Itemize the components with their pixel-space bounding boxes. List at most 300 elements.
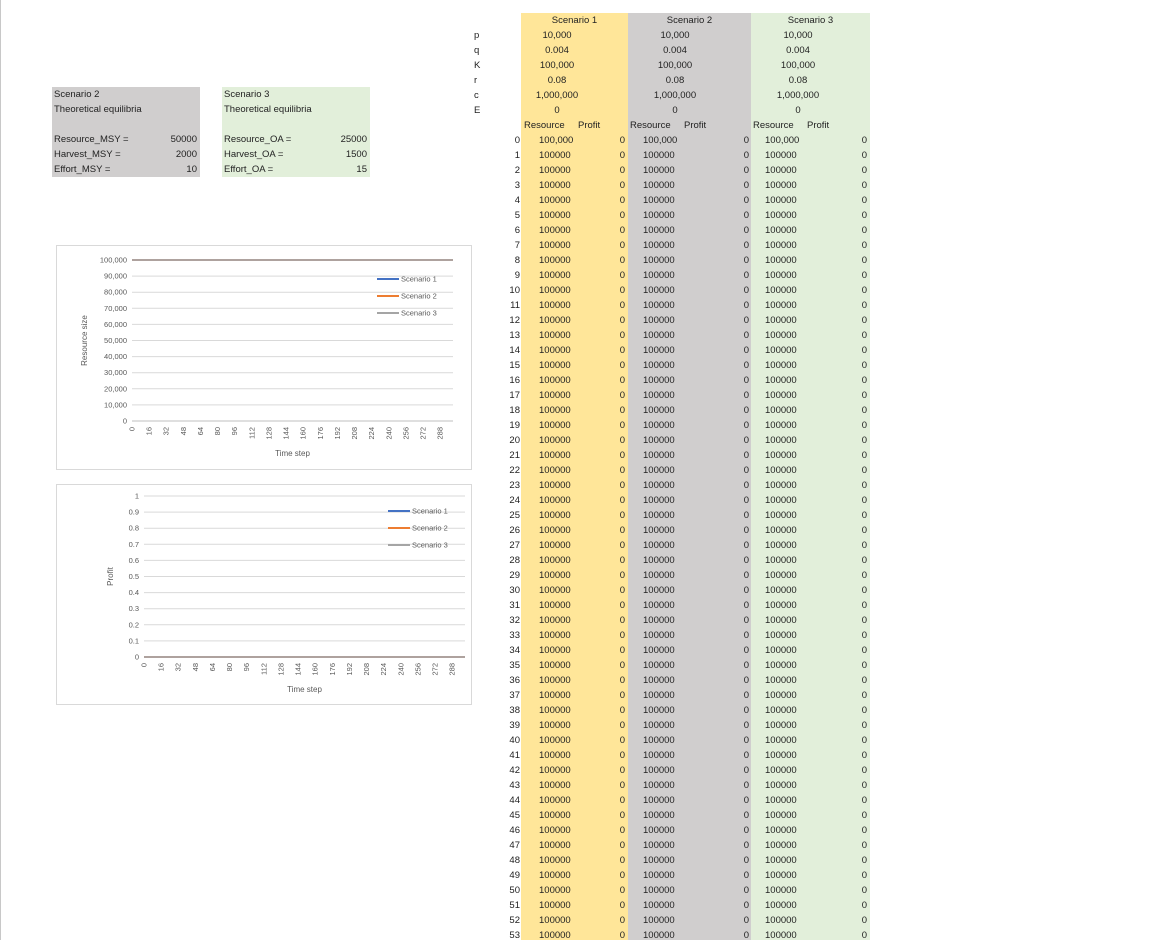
resource-cell[interactable]: 100000 (539, 810, 571, 821)
profit-cell[interactable]: 0 (619, 780, 625, 791)
profit-cell[interactable]: 0 (861, 690, 867, 701)
scenario-title[interactable]: Scenario 3 (787, 15, 834, 26)
profit-cell[interactable]: 0 (861, 900, 867, 911)
row-index[interactable]: 26 (509, 525, 520, 536)
resource-cell[interactable]: 100000 (765, 570, 797, 581)
resource-cell[interactable]: 100000 (539, 690, 571, 701)
resource-cell[interactable]: 100000 (765, 720, 797, 731)
profit-cell[interactable]: 0 (861, 765, 867, 776)
resource-cell[interactable]: 100000 (765, 195, 797, 206)
resource-cell[interactable]: 100000 (539, 870, 571, 881)
profit-cell[interactable]: 0 (861, 450, 867, 461)
profit-cell[interactable]: 0 (743, 375, 749, 386)
resource-cell[interactable]: 100000 (539, 180, 571, 191)
param-label-r[interactable]: r (474, 75, 478, 86)
row-index[interactable]: 29 (509, 570, 520, 581)
resource-cell[interactable]: 100000 (643, 810, 675, 821)
profit-cell[interactable]: 0 (619, 390, 625, 401)
profit-cell[interactable]: 0 (619, 345, 625, 356)
resource-cell[interactable]: 100000 (643, 870, 675, 881)
row-index[interactable]: 39 (509, 720, 520, 731)
profit-cell[interactable]: 0 (861, 540, 867, 551)
row-index[interactable]: 10 (509, 285, 520, 296)
profit-cell[interactable]: 0 (743, 315, 749, 326)
profit-cell[interactable]: 0 (619, 795, 625, 806)
resource-cell[interactable]: 100000 (765, 615, 797, 626)
resource-cell[interactable]: 100000 (539, 825, 571, 836)
row-index[interactable]: 33 (509, 630, 520, 641)
profit-cell[interactable]: 0 (743, 615, 749, 626)
profit-cell[interactable]: 0 (619, 885, 625, 896)
profit-cell[interactable]: 0 (743, 165, 749, 176)
resource-cell[interactable]: 100000 (765, 600, 797, 611)
harvest-oa-row[interactable] (222, 147, 370, 162)
profit-cell[interactable]: 0 (861, 645, 867, 656)
profit-cell[interactable]: 0 (743, 585, 749, 596)
profit-cell[interactable]: 0 (743, 795, 749, 806)
profit-cell[interactable]: 0 (743, 405, 749, 416)
profit-cell[interactable]: 0 (619, 180, 625, 191)
row-index[interactable]: 7 (514, 240, 520, 251)
resource-cell[interactable]: 100000 (539, 240, 571, 251)
row-index[interactable]: 41 (509, 750, 520, 761)
resource-cell[interactable]: 100000 (539, 615, 571, 626)
profit-cell[interactable]: 0 (619, 255, 625, 266)
profit-cell[interactable]: 0 (861, 705, 867, 716)
profit-cell[interactable]: 0 (619, 285, 625, 296)
profit-cell[interactable]: 0 (619, 240, 625, 251)
resource-cell[interactable]: 100000 (539, 555, 571, 566)
profit-cell[interactable]: 0 (861, 735, 867, 746)
profit-cell[interactable]: 0 (743, 735, 749, 746)
resource-msy-row[interactable] (52, 132, 200, 147)
profit-cell[interactable]: 0 (861, 930, 867, 941)
row-index[interactable]: 38 (509, 705, 520, 716)
row-index[interactable]: 49 (509, 870, 520, 881)
row-index[interactable]: 9 (514, 270, 520, 281)
row-index[interactable]: 21 (509, 450, 520, 461)
resource-cell[interactable]: 100000 (765, 255, 797, 266)
resource-cell[interactable]: 100000 (643, 675, 675, 686)
resource-cell[interactable]: 100000 (539, 210, 571, 221)
profit-cell[interactable]: 0 (743, 630, 749, 641)
resource-cell[interactable]: 100000 (643, 345, 675, 356)
profit-cell[interactable]: 0 (861, 480, 867, 491)
resource-cell[interactable]: 100000 (643, 615, 675, 626)
profit-cell[interactable]: 0 (619, 825, 625, 836)
resource-cell[interactable]: 100,000 (765, 135, 800, 146)
profit-cell[interactable]: 0 (743, 930, 749, 941)
resource-cell[interactable]: 100000 (643, 285, 675, 296)
resource-cell[interactable]: 100000 (765, 495, 797, 506)
resource-cell[interactable]: 100000 (539, 600, 571, 611)
profit-cell[interactable]: 0 (861, 675, 867, 686)
resource-cell[interactable]: 100000 (643, 165, 675, 176)
profit-cell[interactable]: 0 (619, 375, 625, 386)
row-index[interactable]: 0 (514, 135, 520, 146)
profit-cell[interactable]: 0 (619, 165, 625, 176)
profit-cell[interactable]: 0 (743, 825, 749, 836)
profit-cell[interactable]: 0 (861, 390, 867, 401)
profit-cell[interactable]: 0 (619, 810, 625, 821)
resource-cell[interactable]: 100000 (765, 690, 797, 701)
resource-cell[interactable]: 100000 (539, 465, 571, 476)
resource-cell[interactable]: 100000 (765, 420, 797, 431)
resource-cell[interactable]: 100000 (539, 675, 571, 686)
row-index[interactable]: 1 (514, 150, 520, 161)
profit-cell[interactable]: 0 (861, 195, 867, 206)
resource-cell[interactable]: 100000 (765, 840, 797, 851)
row-index[interactable]: 18 (509, 405, 520, 416)
resource-cell[interactable]: 100000 (765, 870, 797, 881)
row-index[interactable]: 47 (509, 840, 520, 851)
profit-cell[interactable]: 0 (619, 615, 625, 626)
resource-cell[interactable]: 100000 (643, 660, 675, 671)
resource-cell[interactable]: 100000 (765, 330, 797, 341)
profit-cell[interactable]: 0 (861, 750, 867, 761)
row-index[interactable]: 53 (509, 930, 520, 941)
row-index[interactable]: 45 (509, 810, 520, 821)
profit-cell[interactable]: 0 (743, 270, 749, 281)
profit-cell[interactable]: 0 (743, 150, 749, 161)
profit-cell[interactable]: 0 (743, 870, 749, 881)
profit-cell[interactable]: 0 (743, 885, 749, 896)
harvest-msy-row[interactable] (52, 147, 200, 162)
row-index[interactable]: 35 (509, 660, 520, 671)
profit-cell[interactable]: 0 (743, 450, 749, 461)
profit-column-header[interactable]: Profit (684, 120, 707, 131)
scenario-title[interactable]: Scenario 1 (551, 15, 598, 26)
resource-cell[interactable]: 100000 (643, 450, 675, 461)
profit-cell[interactable]: 0 (861, 135, 867, 146)
profit-cell[interactable]: 0 (743, 645, 749, 656)
profit-cell[interactable]: 0 (619, 480, 625, 491)
resource-cell[interactable]: 100000 (539, 270, 571, 281)
profit-cell[interactable]: 0 (743, 525, 749, 536)
profit-cell[interactable]: 0 (619, 270, 625, 281)
profit-cell[interactable]: 0 (619, 930, 625, 941)
resource-cell[interactable]: 100000 (765, 765, 797, 776)
profit-cell[interactable]: 0 (619, 195, 625, 206)
profit-cell[interactable]: 0 (619, 450, 625, 461)
profit-cell[interactable]: 0 (619, 150, 625, 161)
row-index[interactable]: 31 (509, 600, 520, 611)
resource-cell[interactable]: 100000 (643, 255, 675, 266)
resource-cell[interactable]: 100000 (539, 930, 571, 941)
resource-cell[interactable]: 100000 (539, 630, 571, 641)
profit-cell[interactable]: 0 (619, 585, 625, 596)
resource-cell[interactable]: 100000 (765, 795, 797, 806)
profit-cell[interactable]: 0 (743, 495, 749, 506)
profit-cell[interactable]: 0 (861, 375, 867, 386)
resource-cell[interactable]: 100000 (643, 750, 675, 761)
row-index[interactable]: 46 (509, 825, 520, 836)
profit-cell[interactable]: 0 (861, 660, 867, 671)
param-value-q[interactable]: 0.004 (663, 45, 687, 56)
scenario3-subtitle-cell[interactable] (222, 102, 370, 117)
resource-cell[interactable]: 100000 (643, 555, 675, 566)
resource-cell[interactable]: 100000 (765, 750, 797, 761)
row-index[interactable]: 6 (514, 225, 520, 236)
profit-cell[interactable]: 0 (619, 135, 625, 146)
param-value-E[interactable]: 0 (795, 105, 801, 116)
param-value-E[interactable]: 0 (554, 105, 560, 116)
profit-cell[interactable]: 0 (619, 840, 625, 851)
row-index[interactable]: 52 (509, 915, 520, 926)
resource-cell[interactable]: 100000 (643, 840, 675, 851)
resource-cell[interactable]: 100000 (765, 435, 797, 446)
resource-cell[interactable]: 100000 (765, 180, 797, 191)
profit-cell[interactable]: 0 (743, 195, 749, 206)
resource-cell[interactable]: 100000 (643, 480, 675, 491)
param-value-c[interactable]: 1,000,000 (653, 90, 697, 101)
param-value-K[interactable]: 100,000 (657, 60, 693, 71)
profit-cell[interactable]: 0 (861, 255, 867, 266)
profit-cell[interactable]: 0 (619, 570, 625, 581)
row-index[interactable]: 36 (509, 675, 520, 686)
resource-cell[interactable]: 100000 (643, 795, 675, 806)
profit-cell[interactable]: 0 (743, 750, 749, 761)
resource-cell[interactable]: 100000 (539, 915, 571, 926)
profit-cell[interactable]: 0 (619, 660, 625, 671)
param-value-r[interactable]: 0.08 (788, 75, 808, 86)
profit-cell[interactable]: 0 (619, 540, 625, 551)
resource-cell[interactable]: 100000 (539, 480, 571, 491)
resource-cell[interactable]: 100000 (643, 525, 675, 536)
profit-cell[interactable]: 0 (743, 705, 749, 716)
profit-cell[interactable]: 0 (619, 495, 625, 506)
resource-cell[interactable]: 100000 (643, 930, 675, 941)
profit-cell[interactable]: 0 (743, 435, 749, 446)
param-value-K[interactable]: 100,000 (539, 60, 575, 71)
param-value-q[interactable]: 0.004 (545, 45, 569, 56)
resource-cell[interactable]: 100000 (643, 225, 675, 236)
profit-cell[interactable]: 0 (861, 300, 867, 311)
profit-cell[interactable]: 0 (861, 615, 867, 626)
resource-cell[interactable]: 100000 (539, 855, 571, 866)
profit-cell[interactable]: 0 (743, 915, 749, 926)
resource-cell[interactable]: 100000 (539, 165, 571, 176)
profit-cell[interactable]: 0 (619, 735, 625, 746)
profit-cell[interactable]: 0 (743, 780, 749, 791)
profit-cell[interactable]: 0 (861, 420, 867, 431)
profit-cell[interactable]: 0 (743, 675, 749, 686)
profit-cell[interactable]: 0 (743, 390, 749, 401)
profit-cell[interactable]: 0 (861, 915, 867, 926)
row-index[interactable]: 17 (509, 390, 520, 401)
profit-cell[interactable]: 0 (743, 240, 749, 251)
resource-cell[interactable]: 100000 (765, 285, 797, 296)
profit-cell[interactable]: 0 (743, 600, 749, 611)
resource-cell[interactable]: 100000 (765, 480, 797, 491)
profit-cell[interactable]: 0 (743, 330, 749, 341)
row-index[interactable]: 22 (509, 465, 520, 476)
resource-cell[interactable]: 100000 (765, 510, 797, 521)
resource-cell[interactable]: 100000 (539, 510, 571, 521)
profit-cell[interactable]: 0 (861, 495, 867, 506)
profit-cell[interactable]: 0 (861, 720, 867, 731)
resource-column-header[interactable]: Resource (753, 120, 794, 131)
profit-cell[interactable]: 0 (619, 420, 625, 431)
resource-cell[interactable]: 100000 (539, 660, 571, 671)
row-index[interactable]: 40 (509, 735, 520, 746)
resource-cell[interactable]: 100000 (643, 585, 675, 596)
resource-cell[interactable]: 100000 (539, 525, 571, 536)
profit-cell[interactable]: 0 (861, 330, 867, 341)
row-index[interactable]: 16 (509, 375, 520, 386)
resource-cell[interactable]: 100000 (765, 585, 797, 596)
resource-cell[interactable]: 100000 (643, 390, 675, 401)
row-index[interactable]: 24 (509, 495, 520, 506)
resource-cell[interactable]: 100000 (765, 150, 797, 161)
profit-cell[interactable]: 0 (743, 465, 749, 476)
profit-cell[interactable]: 0 (743, 360, 749, 371)
row-index[interactable]: 19 (509, 420, 520, 431)
profit-cell[interactable]: 0 (743, 345, 749, 356)
param-value-K[interactable]: 100,000 (780, 60, 816, 71)
param-label-E[interactable]: E (474, 105, 481, 116)
profit-cell[interactable]: 0 (861, 225, 867, 236)
row-index[interactable]: 42 (509, 765, 520, 776)
resource-cell[interactable]: 100000 (539, 150, 571, 161)
resource-cell[interactable]: 100000 (643, 465, 675, 476)
resource-cell[interactable]: 100000 (643, 705, 675, 716)
resource-cell[interactable]: 100000 (539, 570, 571, 581)
row-index[interactable]: 50 (509, 885, 520, 896)
resource-cell[interactable]: 100000 (765, 780, 797, 791)
resource-cell[interactable]: 100000 (643, 825, 675, 836)
resource-cell[interactable]: 100000 (765, 645, 797, 656)
resource-cell[interactable]: 100000 (539, 285, 571, 296)
param-value-c[interactable]: 1,000,000 (776, 90, 820, 101)
resource-cell[interactable]: 100,000 (643, 135, 678, 146)
resource-cell[interactable]: 100000 (539, 375, 571, 386)
resource-cell[interactable]: 100000 (765, 375, 797, 386)
profit-cell[interactable]: 0 (861, 825, 867, 836)
resource-cell[interactable]: 100000 (643, 735, 675, 746)
resource-cell[interactable]: 100000 (539, 840, 571, 851)
resource-cell[interactable]: 100000 (765, 855, 797, 866)
profit-cell[interactable]: 0 (619, 720, 625, 731)
profit-cell[interactable]: 0 (743, 180, 749, 191)
profit-cell[interactable]: 0 (861, 525, 867, 536)
resource-cell[interactable]: 100000 (765, 405, 797, 416)
profit-cell[interactable]: 0 (743, 420, 749, 431)
row-index[interactable]: 28 (509, 555, 520, 566)
profit-cell[interactable]: 0 (743, 855, 749, 866)
resource-cell[interactable]: 100000 (765, 345, 797, 356)
param-label-K[interactable]: K (474, 60, 481, 71)
resource-cell[interactable]: 100000 (765, 270, 797, 281)
profit-cell[interactable]: 0 (619, 915, 625, 926)
resource-cell[interactable]: 100000 (643, 495, 675, 506)
resource-cell[interactable]: 100000 (765, 540, 797, 551)
profit-cell[interactable]: 0 (619, 225, 625, 236)
resource-cell[interactable]: 100000 (539, 450, 571, 461)
row-index[interactable]: 4 (514, 195, 520, 206)
profit-cell[interactable]: 0 (861, 240, 867, 251)
resource-cell[interactable]: 100000 (765, 810, 797, 821)
resource-cell[interactable]: 100000 (643, 630, 675, 641)
resource-cell[interactable]: 100000 (539, 225, 571, 236)
resource-cell[interactable]: 100000 (643, 210, 675, 221)
profit-cell[interactable]: 0 (861, 885, 867, 896)
row-index[interactable]: 44 (509, 795, 520, 806)
resource-cell[interactable]: 100000 (765, 450, 797, 461)
resource-cell[interactable]: 100000 (765, 825, 797, 836)
resource-cell[interactable]: 100000 (765, 675, 797, 686)
param-value-p[interactable]: 10,000 (660, 30, 690, 41)
profit-cell[interactable]: 0 (861, 360, 867, 371)
profit-cell[interactable]: 0 (619, 465, 625, 476)
profit-cell[interactable]: 0 (743, 540, 749, 551)
profit-cell[interactable]: 0 (743, 570, 749, 581)
resource-cell[interactable]: 100000 (539, 645, 571, 656)
resource-cell[interactable]: 100000 (539, 255, 571, 266)
scenario2-title-cell[interactable] (52, 87, 200, 102)
resource-cell[interactable]: 100000 (643, 720, 675, 731)
profit-cell[interactable]: 0 (743, 660, 749, 671)
profit-column-header[interactable]: Profit (807, 120, 830, 131)
resource-cell[interactable]: 100000 (643, 765, 675, 776)
profit-cell[interactable]: 0 (743, 135, 749, 146)
profit-cell[interactable]: 0 (743, 840, 749, 851)
profit-cell[interactable]: 0 (861, 210, 867, 221)
effort-msy-row[interactable] (52, 162, 200, 177)
resource-cell[interactable]: 100000 (539, 360, 571, 371)
profit-cell[interactable]: 0 (619, 900, 625, 911)
resource-cell[interactable]: 100000 (765, 300, 797, 311)
param-label-p[interactable]: p (474, 30, 480, 41)
resource-size-chart[interactable] (56, 245, 472, 470)
resource-cell[interactable]: 100000 (539, 780, 571, 791)
row-index[interactable]: 32 (509, 615, 520, 626)
profit-cell[interactable]: 0 (861, 795, 867, 806)
resource-cell[interactable]: 100000 (643, 240, 675, 251)
profit-cell[interactable]: 0 (861, 585, 867, 596)
profit-cell[interactable]: 0 (619, 630, 625, 641)
row-index[interactable]: 51 (509, 900, 520, 911)
row-index[interactable]: 30 (509, 585, 520, 596)
profit-column-header[interactable]: Profit (578, 120, 601, 131)
row-index[interactable]: 27 (509, 540, 520, 551)
profit-cell[interactable]: 0 (743, 225, 749, 236)
profit-cell[interactable]: 0 (861, 810, 867, 821)
row-index[interactable]: 8 (514, 255, 520, 266)
resource-cell[interactable]: 100000 (539, 705, 571, 716)
resource-cell[interactable]: 100000 (765, 210, 797, 221)
profit-cell[interactable]: 0 (861, 630, 867, 641)
profit-cell[interactable]: 0 (619, 750, 625, 761)
resource-cell[interactable]: 100000 (539, 330, 571, 341)
profit-cell[interactable]: 0 (743, 210, 749, 221)
resource-cell[interactable]: 100000 (643, 150, 675, 161)
profit-cell[interactable]: 0 (743, 285, 749, 296)
resource-cell[interactable]: 100000 (539, 750, 571, 761)
resource-column-header[interactable]: Resource (524, 120, 565, 131)
row-index[interactable]: 5 (514, 210, 520, 221)
resource-cell[interactable]: 100000 (539, 420, 571, 431)
resource-cell[interactable]: 100000 (765, 555, 797, 566)
profit-cell[interactable]: 0 (619, 360, 625, 371)
profit-cell[interactable]: 0 (619, 555, 625, 566)
profit-cell[interactable]: 0 (619, 870, 625, 881)
scenario3-title-cell[interactable] (222, 87, 370, 102)
resource-cell[interactable]: 100000 (643, 885, 675, 896)
resource-cell[interactable]: 100000 (643, 690, 675, 701)
resource-cell[interactable]: 100000 (643, 405, 675, 416)
profit-cell[interactable]: 0 (743, 510, 749, 521)
